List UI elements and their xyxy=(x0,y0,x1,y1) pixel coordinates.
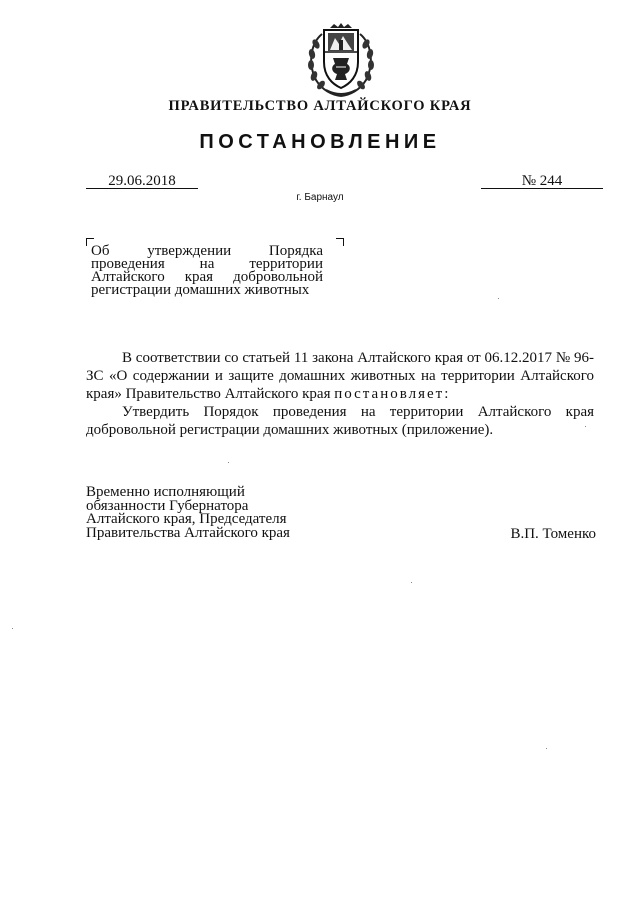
body-paragraph-2: Утвердить Порядок проведения на территории Алтайского края добровольной регистрации домашних животных (приложение). xyxy=(86,404,594,438)
scan-speck xyxy=(585,426,586,427)
scan-speck xyxy=(498,298,499,299)
body-paragraph-1-end: : xyxy=(444,386,449,402)
signer-position-line: Временно исполняющий xyxy=(86,484,245,500)
body-paragraph-1-emphasis: постановляет xyxy=(334,386,445,402)
document-type-heading: ПОСТАНОВЛЕНИЕ xyxy=(199,131,441,153)
body-paragraph-1 xyxy=(86,349,594,403)
scan-speck xyxy=(411,582,412,583)
subject-bracket-right xyxy=(336,238,344,246)
document-date: 29.06.2018 xyxy=(108,173,176,189)
city-name: г. Барнаул xyxy=(296,192,344,203)
date-underline xyxy=(86,188,198,189)
number-underline xyxy=(481,188,603,189)
altai-krai-coat-of-arms-icon xyxy=(300,22,382,98)
scan-speck xyxy=(12,628,13,629)
signer-position-line: Правительства Алтайского края xyxy=(86,524,290,541)
signer-position xyxy=(86,486,346,540)
signer-position-line: Алтайского края, Председателя xyxy=(86,511,287,527)
document-subject: Об утверждении Порядка проведения на территории Алтайского края добровольной регистрации домашних животных xyxy=(91,243,323,298)
organization-title: ПРАВИТЕЛЬСТВО АЛТАЙСКОГО КРАЯ xyxy=(168,98,472,114)
body-paragraph-1-text: В соответствии со статьей 11 закона Алтайского края от 06.12.2017 № 96-ЗС «О содержании и защите домашних животных на территории Алтайского края» Правительство Алтайского края xyxy=(86,350,594,402)
signer-name: В.П. Томенко xyxy=(510,526,596,542)
document-number: № 244 xyxy=(521,173,563,189)
document-body xyxy=(86,349,594,439)
scan-speck xyxy=(546,748,547,749)
scan-speck xyxy=(228,462,229,463)
signer-position-line: обязанности Губернатора xyxy=(86,497,249,514)
